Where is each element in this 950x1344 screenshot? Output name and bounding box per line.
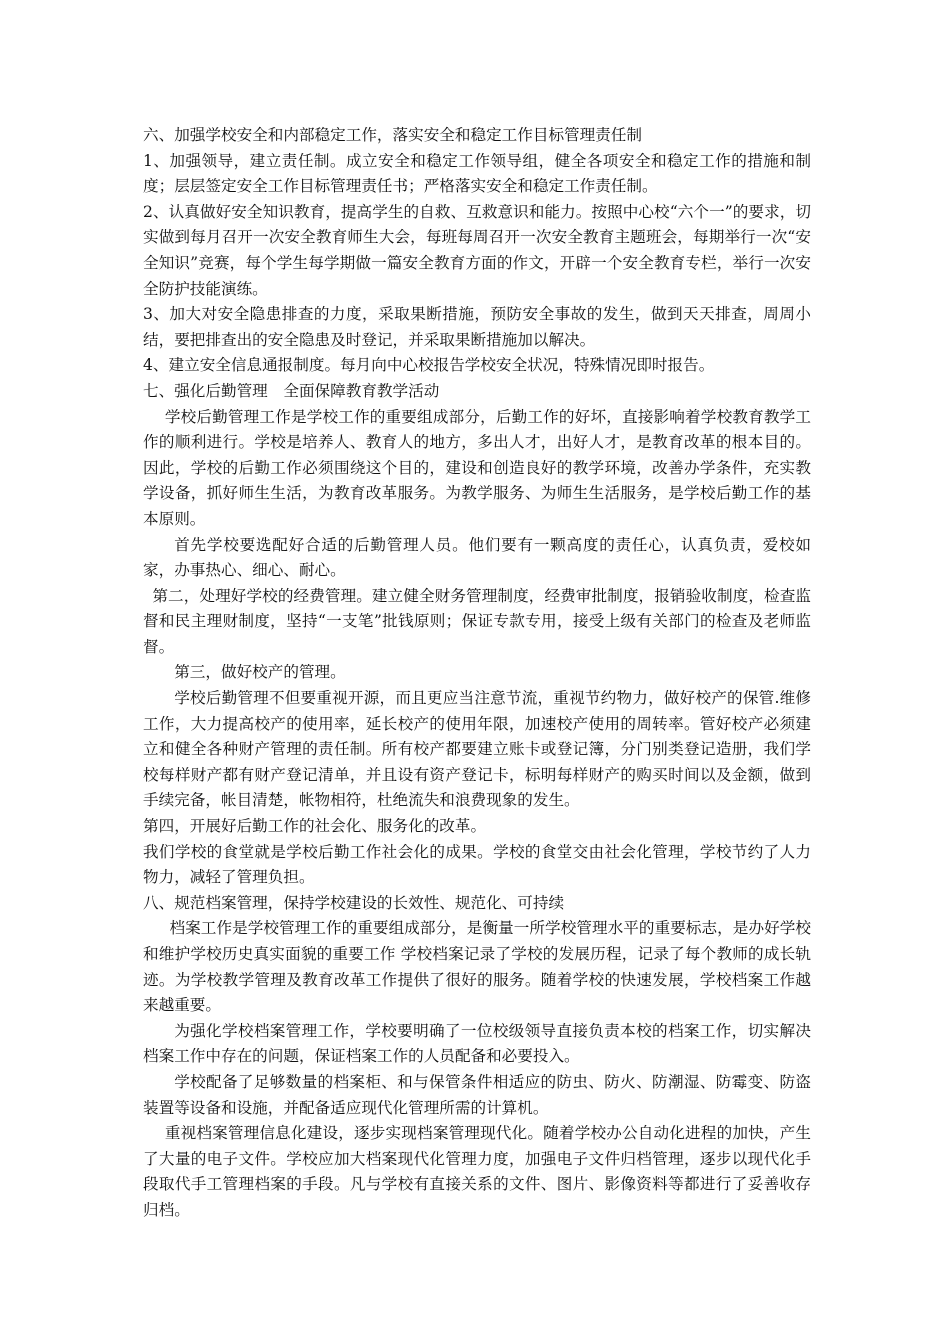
paragraph: 为强化学校档案管理工作，学校要明确了一位校级领导直接负责本校的档案工作，切实解决档案工作中存在的问题，保证档案工作的人员配备和必要投入。: [143, 1021, 811, 1066]
section-heading-8: 八、规范档案管理，保持学校建设的长效性、规范化、可持续: [143, 893, 565, 912]
paragraph: 第三，做好校产的管理。: [174, 663, 346, 682]
paragraph: 学校配备了足够数量的档案柜、和与保管条件相适应的防虫、防火、防潮湿、防霉变、防盗装置等设备和设施，并配备适应现代化管理所需的计算机。: [143, 1072, 811, 1117]
paragraph: 学校后勤管理不但要重视开源，而且更应当注意节流，重视节约物力，做好校产的保管.维修工作，大力提高校产的使用率，延长校产的使用年限，加速校产使用的周转率。管好校产必须建立和健全各种财产管理的责任制。所有校产都要建立账卡或登记簿，分门别类登记造册，我们学校每样财产都有财产登记清单，并且设有资产登记卡，标明每样财产的购买时间以及金额，做到手续完备，帐目清楚，帐物相符，杜绝流失和浪费现象的发生。: [143, 689, 811, 810]
paragraph: 档案工作是学校管理工作的重要组成部分，是衡量一所学校管理水平的重要标志，是办好学校和维护学校历史真实面貌的重要工作 学校档案记录了学校的发展历程，记录了每个教师的成长轨迹。为学校教学管理及教育改革工作提供了很好的服务。随着学校的快速发展，学校档案工作越来越重要。: [143, 919, 811, 1015]
section-heading-6: 六、加强学校安全和内部稳定工作，落实安全和稳定工作目标管理责任制: [143, 126, 643, 144]
paragraph: 首先学校要选配好合适的后勤管理人员。他们要有一颗高度的责任心，认真负责，爱校如家，办事热心、细心、耐心。: [143, 535, 811, 580]
paragraph: 学校后勤管理工作是学校工作的重要组成部分，后勤工作的好坏，直接影响着学校教育教学工作的顺利进行。学校是培养人、教育人的地方，多出人才，出好人才，是教育改革的根本目的。因此，学校的后勤工作必须围绕这个目的，建设和创造良好的教学环境，改善办学条件，充实教学设备，抓好师生生活，为教育改革服务。为教学服务、为师生生活服务，是学校后勤工作的基本原则。: [143, 407, 811, 528]
section-heading-7: 七、强化后勤管理 全面保障教育教学活动: [143, 381, 440, 400]
paragraph: 4、建立安全信息通报制度。每月向中心校报告学校安全状况，特殊情况即时报告。: [143, 356, 715, 375]
paragraph: 2、认真做好安全知识教育，提高学生的自救、互救意识和能力。按照中心校“六个一”的要求，切实做到每月召开一次安全教育师生大会，每班每周召开一次安全教育主题班会，每期举行一次“安全知识”竞赛，每个学生每学期做一篇安全教育方面的作文，开辟一个安全教育专栏，举行一次安全防护技能演练。: [143, 202, 811, 298]
paragraph: 1、加强领导，建立责任制。成立安全和稳定工作领导组，健全各项安全和稳定工作的措施和制度；层层签定安全工作目标管理责任书；严格落实安全和稳定工作责任制。: [143, 151, 811, 196]
paragraph: 第四，开展好后勤工作的社会化、服务化的改革。: [143, 817, 487, 836]
paragraph: 我们学校的食堂就是学校后勤工作社会化的成果。学校的食堂交由社会化管理，学校节约了人力物力，减轻了管理负担。: [143, 842, 811, 887]
paragraph: 3、加大对安全隐患排查的力度，采取果断措施，预防安全事故的发生，做到天天排查，周周小结，要把排查出的安全隐患及时登记，并采取果断措施加以解决。: [143, 305, 811, 349]
paragraph: 重视档案管理信息化建设，逐步实现档案管理现代化。随着学校办公自动化进程的加快，产生了大量的电子文件。学校应加大档案现代化管理力度，加强电子文件归档管理，逐步以现代化手段取代手工管理档案的手段。凡与学校有直接关系的文件、图片、影像资料等都进行了妥善收存归档。: [143, 1124, 811, 1219]
paragraph: 第二，处理好学校的经费管理。建立健全财务管理制度，经费审批制度，报销验收制度，检查监督和民主理财制度，坚持“一支笔”批钱原则；保证专款专用，接受上级有关部门的检查及老师监督。: [143, 586, 811, 656]
document-body: [143, 123, 811, 1224]
